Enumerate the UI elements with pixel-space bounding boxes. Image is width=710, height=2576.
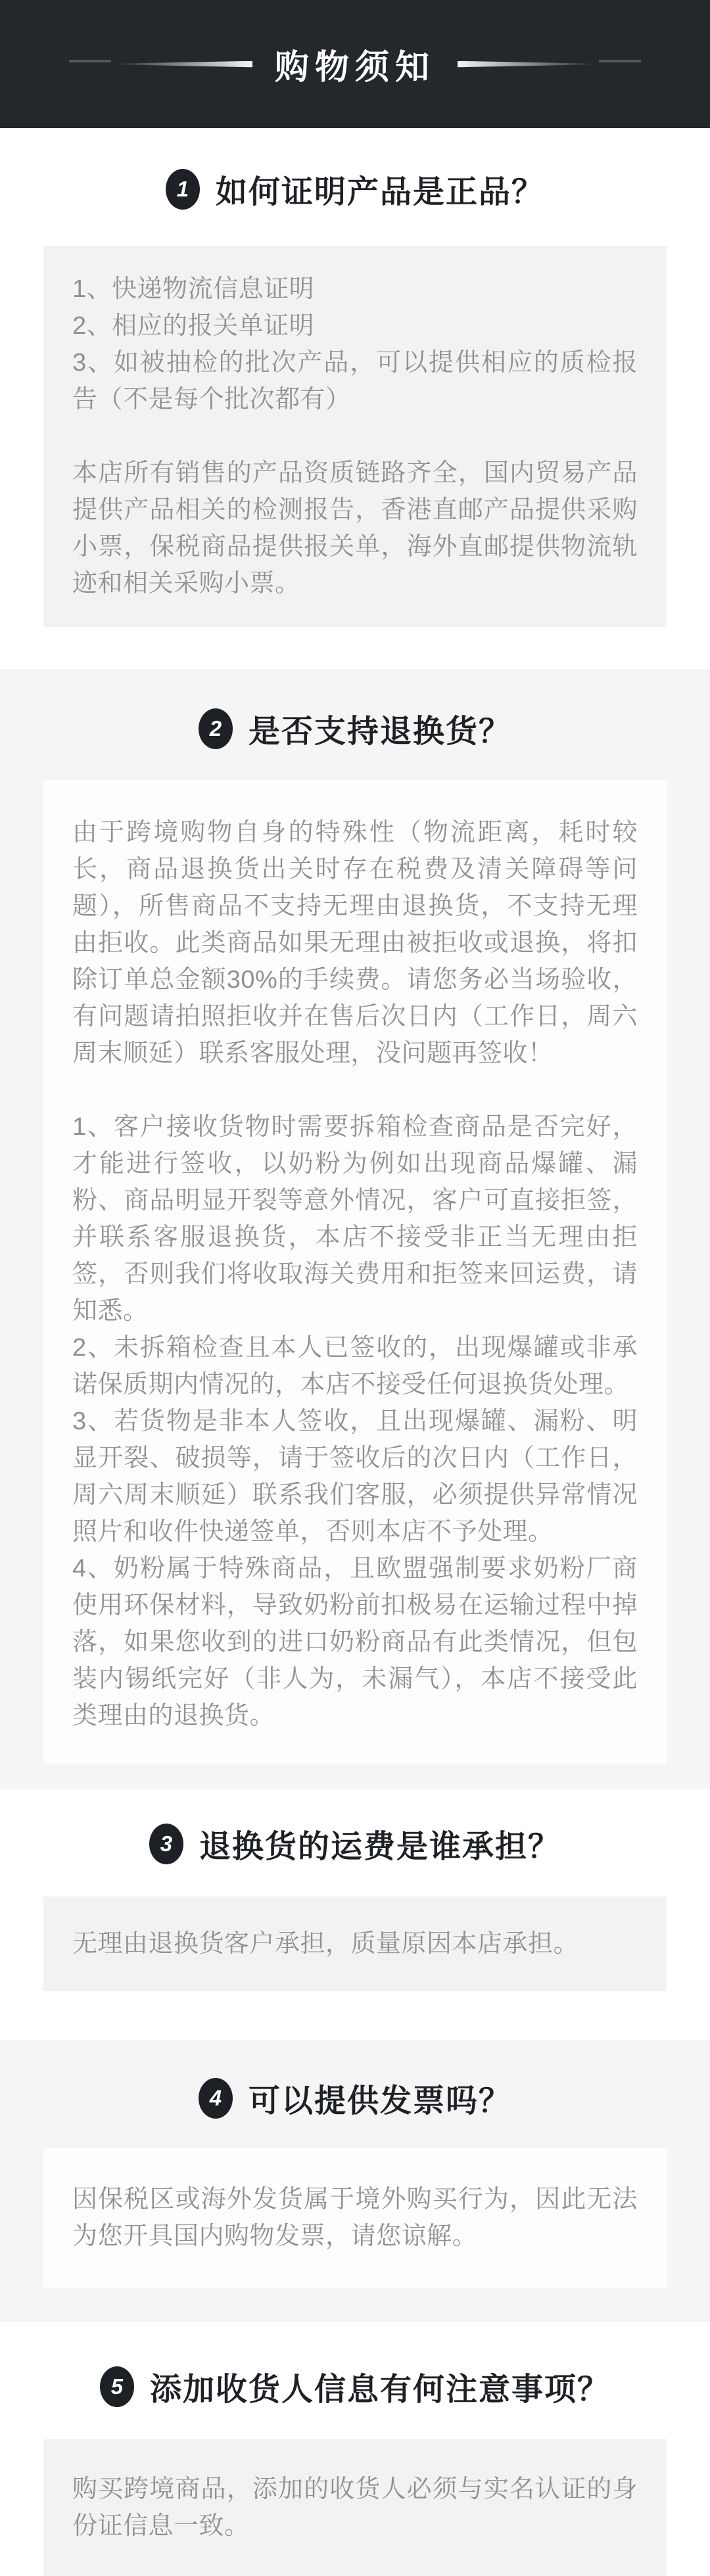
section-3-heading [0, 1821, 710, 1866]
section-2-list-item: 4、奶粉属于特殊商品，且欧盟强制要求奶粉厂商使用环保材料，导致奶粉前扣极易在运输过程中掉落，如果您收到的进口奶粉商品有此类情况，但包装内锡纸完好（非人为，未漏气），本店不接受此类理由的退换货。 [72, 1555, 638, 1730]
section-4-band [0, 2040, 710, 2322]
section-5-heading [0, 2364, 710, 2409]
section-1-list-item: 1、快递物流信息证明 [72, 275, 315, 303]
section-2-list-item: 2、未拆箱检查且本人已签收的，出现爆罐或非承诺保质期内情况的，本店不接受任何退换货处理。 [72, 1334, 638, 1398]
section-4-title: 可以提供发票吗？ [248, 2084, 511, 2119]
number-4-badge-icon: 4 [199, 2078, 233, 2119]
header-right-decoration [458, 61, 641, 68]
section-2-content-box [43, 780, 667, 1764]
section-2-list-item: 1、客户接收货物时需要拆箱检查商品是否完好，才能进行签收，以奶粉为例如出现商品爆罐、漏粉、商品明显开裂等意外情况，客户可直接拒签，并联系客服退换货，本店不接受非正当无理由拒签，否则我们将收取海关费用和拒签来回运费，请知悉。 [72, 1113, 638, 1325]
page-title: 购物须知 [274, 49, 435, 87]
number-1-badge-icon: 1 [166, 169, 200, 210]
section-1-heading [0, 166, 710, 212]
section-5-paragraph: 购买跨境商品，添加的收货人必须与实名认证的身份证信息一致。 [72, 2475, 638, 2540]
left-gradient-line [118, 61, 252, 68]
section-5-title: 添加收货人信息有何注意事项？ [149, 2372, 610, 2407]
section-2-heading [0, 706, 710, 751]
section-5-content-box [43, 2439, 667, 2576]
section-1-title: 如何证明产品是正品？ [215, 175, 544, 210]
section-2-paragraph: 由于跨境购物自身的特殊性（物流距离，耗时较长，商品退换货出关时存在税费及清关障碍等问题），所售商品不支持无理由退换货，不支持无理由拒收。此类商品如果无理由被拒收或退换，将扣除订单总金额30%的手续费。请您务必当场验收，有问题请拍照拒收并在售后次日内（工作日，周六周末顺延）联系客服处理，没问题再签收！ [72, 819, 638, 1067]
section-2-list-item: 3、若货物是非本人签收，且出现爆罐、漏粉、明显开裂、破损等，请于签收后的次日内（工作日，周六周末顺延）联系我们客服，必须提供异常情况照片和收件快递签单，否则本店不予处理。 [72, 1408, 638, 1546]
section-3-paragraph: 无理由退换货客户承担，质量原因本店承担。 [72, 1930, 579, 1958]
section-3-content-box [43, 1897, 667, 1991]
section-1-list-item: 3、如被抽检的批次产品，可以提供相应的质检报告（不是每个批次都有） [72, 349, 638, 413]
header-left-decoration [69, 61, 252, 68]
section-4-heading [0, 2075, 710, 2121]
section-1-list-item: 2、相应的报关单证明 [72, 312, 315, 340]
section-4-content-box [43, 2148, 667, 2288]
number-2-badge-icon: 2 [199, 708, 233, 749]
section-4-paragraph: 因保税区或海外发货属于境外购买行为，因此无法为您开具国内购物发票，请您谅解。 [72, 2186, 638, 2250]
left-dash-line [69, 60, 111, 62]
section-3-title: 退换货的运费是谁承担？ [199, 1829, 561, 1864]
number-5-badge-icon: 5 [100, 2366, 134, 2407]
section-1-content-box [43, 246, 667, 627]
right-dash-line [599, 60, 641, 62]
section-2-title: 是否支持退换货？ [248, 714, 511, 749]
section-2-band [0, 669, 710, 1789]
number-3-badge-icon: 3 [149, 1824, 183, 1864]
section-1-paragraph: 本店所有销售的产品资质链路齐全，国内贸易产品提供产品相关的检测报告，香港直邮产品提供采购小票，保税商品提供报关单，海外直邮提供物流轨迹和相关采购小票。 [72, 459, 638, 597]
right-gradient-line [458, 61, 592, 68]
header-banner [0, 0, 710, 128]
